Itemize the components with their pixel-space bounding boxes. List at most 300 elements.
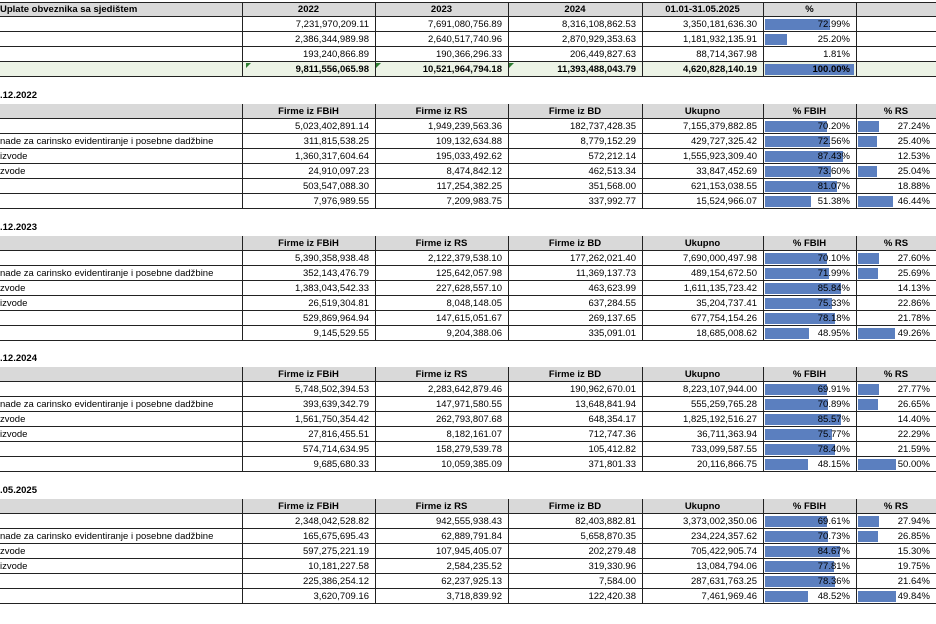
data-cell[interactable]: 3,718,839.92 (446, 591, 502, 602)
data-cell[interactable]: 1,825,192,516.27 (683, 414, 757, 425)
section-row (0, 179, 936, 194)
data-cell[interactable]: 227,628,557.10 (435, 283, 502, 294)
data-cell[interactable]: 105,412.82 (588, 444, 636, 455)
summary-row (0, 17, 936, 32)
data-cell[interactable]: 109,132,634.88 (435, 136, 502, 147)
pct-rs-cell-text: 25.69% (897, 268, 930, 279)
data-cell[interactable]: 2,283,642,879.46 (428, 384, 502, 395)
data-cell[interactable]: 2,584,235.52 (446, 561, 502, 572)
data-cell[interactable]: 311,815,538.25 (303, 136, 369, 147)
data-cell[interactable]: 621,153,038.55 (690, 181, 757, 192)
pct-rs-cell-text: 12.53% (897, 151, 930, 162)
data-cell[interactable]: 489,154,672.50 (690, 268, 757, 279)
data-cell[interactable]: 262,793,807.68 (435, 414, 502, 425)
pct-rs-cell[interactable] (856, 457, 936, 472)
pct-fbih-cell[interactable] (763, 119, 856, 134)
section-row (0, 382, 936, 397)
pct-fbih-cell-text: 75.77% (817, 429, 850, 440)
pct-rs-cell-text: 50.00% (897, 459, 930, 470)
section-row (0, 296, 936, 311)
pct-rs-cell-text: 25.04% (897, 166, 930, 177)
data-cell[interactable]: 2,348,042,528.82 (295, 516, 369, 527)
data-cell[interactable]: 1,383,043,542.33 (295, 283, 369, 294)
pct-rs-cell[interactable] (856, 574, 936, 589)
data-cell[interactable]: 107,945,405.07 (435, 546, 502, 557)
data-cell[interactable]: 11,369,137.73 (575, 268, 636, 279)
section-header-4: % FBIH (792, 238, 827, 249)
pct-rs-cell-text: 21.78% (897, 313, 930, 324)
summary-pct[interactable] (763, 47, 856, 62)
pct-rs-cell-bar (858, 268, 878, 279)
pct-fbih-cell-text: 85.84% (817, 283, 850, 294)
data-cell[interactable]: 26,519,304.81 (308, 298, 369, 309)
summary-total-cell[interactable]: 9,811,556,065.98 (295, 64, 369, 75)
data-cell[interactable]: 10,181,227.58 (308, 561, 369, 572)
section-title: .12.2023 (0, 222, 37, 233)
row-label (0, 514, 242, 529)
pct-rs-cell-bar (858, 121, 879, 132)
data-cell[interactable]: 24,910,097.23 (308, 166, 369, 177)
pct-rs-cell[interactable] (856, 382, 936, 397)
row-label: zvode (0, 546, 26, 557)
data-cell[interactable]: 648,354.17 (588, 414, 636, 425)
row-label (0, 457, 242, 472)
pct-rs-cell[interactable] (856, 179, 936, 194)
pct-rs-cell-text: 26.85% (897, 531, 930, 542)
section-header-3: Ukupno (684, 501, 721, 512)
section-header-row (0, 104, 936, 119)
data-cell[interactable]: 15,524,966.07 (696, 196, 757, 207)
pct-rs-cell-text: 49.26% (897, 328, 930, 339)
row-label (0, 574, 242, 589)
summary-header-row (0, 2, 936, 17)
row-label (0, 17, 242, 32)
summary-header-0: 2022 (297, 4, 320, 15)
data-cell[interactable]: 13,648,841.94 (575, 399, 636, 410)
pct-fbih-cell[interactable] (763, 134, 856, 149)
pct-fbih-cell[interactable] (763, 281, 856, 296)
data-cell[interactable]: 7,584.00 (599, 576, 636, 587)
pct-rs-cell[interactable] (856, 412, 936, 427)
summary-total-cell[interactable]: 10,521,964,794.18 (422, 64, 502, 75)
data-cell[interactable]: 158,279,539.78 (435, 444, 502, 455)
pct-rs-cell-bar (858, 384, 879, 395)
pct-fbih-cell[interactable] (763, 529, 856, 544)
pct-fbih-cell-text: 85.57% (817, 414, 850, 425)
pct-fbih-cell-text: 81.07% (817, 181, 850, 192)
pct-rs-cell-bar (858, 399, 878, 410)
data-cell[interactable]: 82,403,882.81 (575, 516, 636, 527)
row-label (0, 194, 242, 209)
data-cell[interactable]: 677,754,154.26 (690, 313, 757, 324)
data-cell[interactable]: 9,685,680.33 (313, 459, 369, 470)
pct-rs-cell[interactable] (856, 397, 936, 412)
grid-line (856, 236, 857, 341)
summary-total-cell[interactable]: 11,393,488,043.79 (557, 64, 636, 75)
summary-cell[interactable]: 193,240,866.89 (302, 49, 369, 60)
section-row (0, 514, 936, 529)
data-cell[interactable]: 597,275,221.19 (302, 546, 369, 557)
data-cell[interactable]: 27,816,455.51 (308, 429, 369, 440)
grid-line (375, 236, 376, 341)
pct-fbih-cell-text: 70.10% (817, 253, 850, 264)
pct-rs-cell-text: 18.88% (897, 181, 930, 192)
summary-row (0, 47, 936, 62)
pct-rs-cell[interactable] (856, 266, 936, 281)
data-cell[interactable]: 5,658,870.35 (580, 531, 636, 542)
data-cell[interactable]: 9,204,388.06 (446, 328, 502, 339)
summary-cell[interactable]: 8,316,108,862.53 (562, 19, 636, 30)
data-cell[interactable]: 195,033,492.62 (435, 151, 502, 162)
summary-cell[interactable]: 2,640,517,740.96 (428, 34, 502, 45)
grid-line (763, 499, 764, 604)
pct-rs-cell[interactable] (856, 559, 936, 574)
pct-rs-cell-bar (858, 136, 877, 147)
pct-rs-cell-text: 27.94% (897, 516, 930, 527)
summary-pct[interactable] (763, 17, 856, 32)
pct-rs-cell-bar (858, 166, 877, 177)
pct-fbih-cell[interactable] (763, 382, 856, 397)
pct-rs-cell-bar (858, 459, 896, 470)
data-cell[interactable]: 1,360,317,604.64 (295, 151, 369, 162)
section-header-1: Firme iz RS (415, 369, 468, 380)
pct-rs-cell[interactable] (856, 442, 936, 457)
pct-rs-cell[interactable] (856, 326, 936, 341)
section-row (0, 529, 936, 544)
section-header-0: Firme iz FBiH (278, 501, 339, 512)
pct-fbih-cell[interactable] (763, 266, 856, 281)
data-cell[interactable]: 5,390,358,938.48 (295, 253, 369, 264)
section-row (0, 251, 936, 266)
pct-fbih-cell-text: 73.60% (817, 166, 850, 177)
data-cell[interactable]: 371,801.33 (588, 459, 636, 470)
row-label: nade za carinsko evidentiranje i posebne dadžbine (0, 399, 214, 410)
pct-rs-cell[interactable] (856, 134, 936, 149)
section-header-2: Firme iz BD (548, 106, 602, 117)
section-row (0, 119, 936, 134)
pct-rs-cell-text: 14.13% (897, 283, 930, 294)
data-cell[interactable]: 20,116,866.75 (696, 459, 757, 470)
data-cell[interactable]: 8,779,152.29 (580, 136, 636, 147)
grid-line (642, 104, 643, 209)
pct-fbih-cell-text: 75.33% (817, 298, 850, 309)
row-label (0, 382, 242, 397)
summary-cell[interactable]: 2,386,344,989.98 (295, 34, 369, 45)
data-cell[interactable]: 225,386,254.12 (302, 576, 369, 587)
pct-fbih-cell[interactable] (763, 194, 856, 209)
section-header-1: Firme iz RS (415, 238, 468, 249)
pct-fbih-cell[interactable] (763, 251, 856, 266)
summary-cell[interactable]: 3,350,181,636.30 (683, 19, 757, 30)
pct-rs-cell[interactable] (856, 544, 936, 559)
summary-cell[interactable]: 7,691,080,756.89 (428, 19, 502, 30)
row-label (0, 442, 242, 457)
summary-cell[interactable]: 7,231,970,209.11 (295, 19, 369, 30)
data-cell[interactable]: 234,224,357.62 (690, 531, 757, 542)
pct-fbih-cell[interactable] (763, 457, 856, 472)
divider (0, 2, 936, 3)
pct-rs-cell-text: 14.40% (897, 414, 930, 425)
section-header-3: Ukupno (684, 369, 721, 380)
data-cell[interactable]: 190,962,670.01 (569, 384, 636, 395)
summary-total-pct[interactable] (763, 62, 856, 77)
pct-fbih-cell-text: 78.18% (817, 313, 850, 324)
row-label (0, 589, 242, 604)
data-cell[interactable]: 429,727,325.42 (690, 136, 757, 147)
row-label: izvode (0, 561, 28, 572)
section-header-2: Firme iz BD (548, 501, 602, 512)
pct-rs-cell[interactable] (856, 119, 936, 134)
row-label: izvode (0, 429, 28, 440)
data-cell[interactable]: 182,737,428.35 (569, 121, 636, 132)
data-cell[interactable]: 7,209,983.75 (446, 196, 502, 207)
pct-rs-cell[interactable] (856, 194, 936, 209)
pct-fbih-cell[interactable] (763, 442, 856, 457)
data-cell[interactable]: 393,639,342.79 (302, 399, 369, 410)
data-cell[interactable]: 351,568.00 (588, 181, 636, 192)
data-cell[interactable]: 1,561,750,354.42 (295, 414, 369, 425)
data-cell[interactable]: 733,099,587.55 (690, 444, 757, 455)
summary-header-3: 01.01-31.05.2025 (665, 4, 740, 15)
section-header-0: Firme iz FBiH (278, 106, 339, 117)
data-cell[interactable]: 202,279.48 (588, 546, 636, 557)
data-cell[interactable]: 18,685,008.62 (696, 328, 757, 339)
data-cell[interactable]: 177,262,021.40 (569, 253, 636, 264)
section-row (0, 326, 936, 341)
pct-rs-cell[interactable] (856, 311, 936, 326)
data-cell[interactable]: 529,869,964.94 (302, 313, 369, 324)
data-cell[interactable]: 117,254,382.25 (436, 181, 502, 192)
pct-rs-cell-text: 21.59% (897, 444, 930, 455)
error-flag-icon (246, 63, 251, 68)
section-row (0, 149, 936, 164)
section-header-row (0, 499, 936, 514)
section-header-2: Firme iz BD (548, 369, 602, 380)
pct-rs-cell[interactable] (856, 149, 936, 164)
pct-fbih-cell[interactable] (763, 574, 856, 589)
section-row (0, 194, 936, 209)
pct-rs-cell[interactable] (856, 589, 936, 604)
row-label: nade za carinsko evidentiranje i posebne dadžbine (0, 136, 214, 147)
row-label (0, 326, 242, 341)
pct-fbih-cell[interactable] (763, 397, 856, 412)
pct-fbih-cell[interactable] (763, 326, 856, 341)
pct-fbih-cell[interactable] (763, 412, 856, 427)
data-cell[interactable]: 463,623.99 (588, 283, 636, 294)
data-cell[interactable]: 7,690,000,497.98 (683, 253, 757, 264)
pct-fbih-cell[interactable] (763, 544, 856, 559)
data-cell[interactable]: 705,422,905.74 (690, 546, 757, 557)
data-cell[interactable]: 5,748,502,394.53 (295, 384, 369, 395)
data-cell[interactable]: 62,237,925.13 (441, 576, 502, 587)
grid-line (642, 367, 643, 472)
data-cell[interactable]: 1,611,135,723.42 (683, 283, 757, 294)
pct-rs-cell-text: 26.65% (897, 399, 930, 410)
data-cell[interactable]: 712,747.36 (588, 429, 636, 440)
data-cell[interactable]: 269,137.65 (588, 313, 636, 324)
summary-total-row (0, 62, 936, 77)
pct-rs-cell[interactable] (856, 281, 936, 296)
pct-rs-cell[interactable] (856, 514, 936, 529)
data-cell[interactable]: 36,711,363.94 (696, 429, 757, 440)
section-header-4: % FBIH (792, 501, 827, 512)
data-cell[interactable]: 287,631,763.25 (690, 576, 757, 587)
grid-line (763, 104, 764, 209)
pct-fbih-cell[interactable] (763, 296, 856, 311)
data-cell[interactable]: 35,204,737.41 (696, 298, 757, 309)
grid-line (242, 104, 243, 209)
section-header-5: % RS (883, 369, 909, 380)
section-row (0, 442, 936, 457)
pct-rs-cell-text: 21.64% (897, 576, 930, 587)
data-cell[interactable]: 352,143,476.79 (302, 268, 369, 279)
data-cell[interactable]: 942,555,938.43 (435, 516, 502, 527)
pct-fbih-cell-text: 72.56% (817, 136, 850, 147)
data-cell[interactable]: 8,474,842.12 (446, 166, 502, 177)
data-cell[interactable]: 7,155,379,882.85 (683, 121, 757, 132)
pct-rs-cell-bar (858, 328, 895, 339)
section-header-5: % RS (883, 238, 909, 249)
pct-fbih-cell[interactable] (763, 559, 856, 574)
grid-line (508, 236, 509, 341)
pct-rs-cell-bar (858, 196, 893, 207)
data-cell[interactable]: 462,513.34 (588, 166, 636, 177)
pct-fbih-cell-text: 84.67% (817, 546, 850, 557)
pct-fbih-cell-text: 77.81% (817, 561, 850, 572)
grid-line (642, 2, 643, 77)
pct-rs-cell[interactable] (856, 529, 936, 544)
data-cell[interactable]: 147,615,051.67 (435, 313, 502, 324)
section-row (0, 427, 936, 442)
section-row (0, 544, 936, 559)
pct-rs-cell-bar (858, 531, 878, 542)
pct-fbih-cell-text: 78.40% (817, 444, 850, 455)
pct-fbih-cell-text: 51.38% (817, 196, 850, 207)
summary-total-cell[interactable]: 4,620,828,140.19 (683, 64, 757, 75)
section-title: .12.2022 (0, 90, 37, 101)
pct-fbih-cell-text: 70.89% (817, 399, 850, 410)
summary-cell[interactable]: 206,449,827.63 (569, 49, 636, 60)
data-cell[interactable]: 62,889,791.84 (441, 531, 502, 542)
summary-cell[interactable]: 88,714,367.98 (696, 49, 757, 60)
section-header-0: Firme iz FBiH (278, 369, 339, 380)
grid-line (508, 2, 509, 77)
section-row (0, 457, 936, 472)
pct-fbih-cell-text: 69.61% (817, 516, 850, 527)
pct-fbih-cell-text: 48.15% (817, 459, 850, 470)
data-cell[interactable]: 10,059,385.09 (441, 459, 502, 470)
grid-line (242, 499, 243, 604)
pct-fbih-cell-bar (765, 459, 808, 470)
pct-rs-cell-text: 27.60% (897, 253, 930, 264)
data-cell[interactable]: 5,023,402,891.14 (295, 121, 369, 132)
section-row (0, 164, 936, 179)
pct-fbih-cell[interactable] (763, 164, 856, 179)
section-header-3: Ukupno (684, 238, 721, 249)
summary-cell[interactable]: 190,366,296.33 (435, 49, 502, 60)
section-row (0, 589, 936, 604)
pct-fbih-cell[interactable] (763, 149, 856, 164)
section-row (0, 574, 936, 589)
pct-rs-cell-text: 27.77% (897, 384, 930, 395)
pct-fbih-cell[interactable] (763, 589, 856, 604)
summary-pct[interactable] (763, 32, 856, 47)
data-cell[interactable]: 125,642,057.98 (435, 268, 502, 279)
pct-rs-cell[interactable] (856, 164, 936, 179)
summary-pct-text: 1.81% (823, 49, 850, 60)
pct-rs-cell-text: 19.75% (897, 561, 930, 572)
data-cell[interactable]: 555,259,765.28 (690, 399, 757, 410)
data-cell[interactable]: 8,223,107,944.00 (683, 384, 757, 395)
pct-rs-cell[interactable] (856, 296, 936, 311)
section-header-0: Firme iz FBiH (278, 238, 339, 249)
data-cell[interactable]: 319,330.96 (588, 561, 636, 572)
pct-fbih-cell[interactable] (763, 514, 856, 529)
data-cell[interactable]: 637,284.55 (588, 298, 636, 309)
data-cell[interactable]: 33,847,452.69 (696, 166, 757, 177)
data-cell[interactable]: 1,949,239,563.36 (428, 121, 502, 132)
section-row (0, 134, 936, 149)
data-cell[interactable]: 335,091.01 (588, 328, 636, 339)
pct-rs-cell[interactable] (856, 427, 936, 442)
grid-line (763, 2, 764, 77)
pct-rs-cell-text: 22.29% (897, 429, 930, 440)
pct-fbih-cell[interactable] (763, 179, 856, 194)
row-label: zvode (0, 283, 26, 294)
pct-fbih-cell-text: 48.52% (817, 591, 850, 602)
row-label: izvode (0, 151, 28, 162)
pct-fbih-cell[interactable] (763, 427, 856, 442)
row-label: izvode (0, 298, 28, 309)
data-cell[interactable]: 13,084,794.06 (696, 561, 757, 572)
grid-line (375, 499, 376, 604)
grid-line (856, 104, 857, 209)
data-cell[interactable]: 122,420.38 (588, 591, 636, 602)
section-header-5: % RS (883, 106, 909, 117)
data-cell[interactable]: 7,976,989.55 (313, 196, 369, 207)
pct-fbih-cell[interactable] (763, 311, 856, 326)
section-row (0, 397, 936, 412)
data-cell[interactable]: 3,620,709.16 (313, 591, 369, 602)
data-cell[interactable]: 3,373,002,350.06 (683, 516, 757, 527)
pct-fbih-cell-text: 69.91% (817, 384, 850, 395)
data-cell[interactable]: 1,555,923,309.40 (683, 151, 757, 162)
data-cell[interactable]: 9,145,529.55 (313, 328, 369, 339)
pct-rs-cell[interactable] (856, 251, 936, 266)
data-cell[interactable]: 8,048,148.05 (446, 298, 502, 309)
data-cell[interactable]: 2,122,379,538.10 (428, 253, 502, 264)
summary-pct-text: 25.20% (817, 34, 850, 45)
data-cell[interactable]: 147,971,580.55 (435, 399, 502, 410)
grid-line (856, 2, 857, 77)
data-cell[interactable]: 503,547,088.30 (302, 181, 369, 192)
data-cell[interactable]: 574,714,634.95 (302, 444, 369, 455)
data-cell[interactable]: 7,461,969.46 (701, 591, 757, 602)
data-cell[interactable]: 572,212.14 (588, 151, 636, 162)
summary-cell[interactable]: 1,181,932,135.91 (683, 34, 757, 45)
pct-fbih-cell-text: 70.20% (817, 121, 850, 132)
grid-line (763, 367, 764, 472)
pct-rs-cell-text: 46.44% (897, 196, 930, 207)
summary-cell[interactable]: 2,870,929,353.63 (562, 34, 636, 45)
data-cell[interactable]: 8,182,161.07 (446, 429, 502, 440)
grid-line (242, 2, 243, 77)
error-flag-icon (376, 63, 381, 68)
grid-line (642, 236, 643, 341)
data-cell[interactable]: 165,675,695.43 (302, 531, 369, 542)
data-cell[interactable]: 337,992.77 (588, 196, 636, 207)
section-row (0, 412, 936, 427)
